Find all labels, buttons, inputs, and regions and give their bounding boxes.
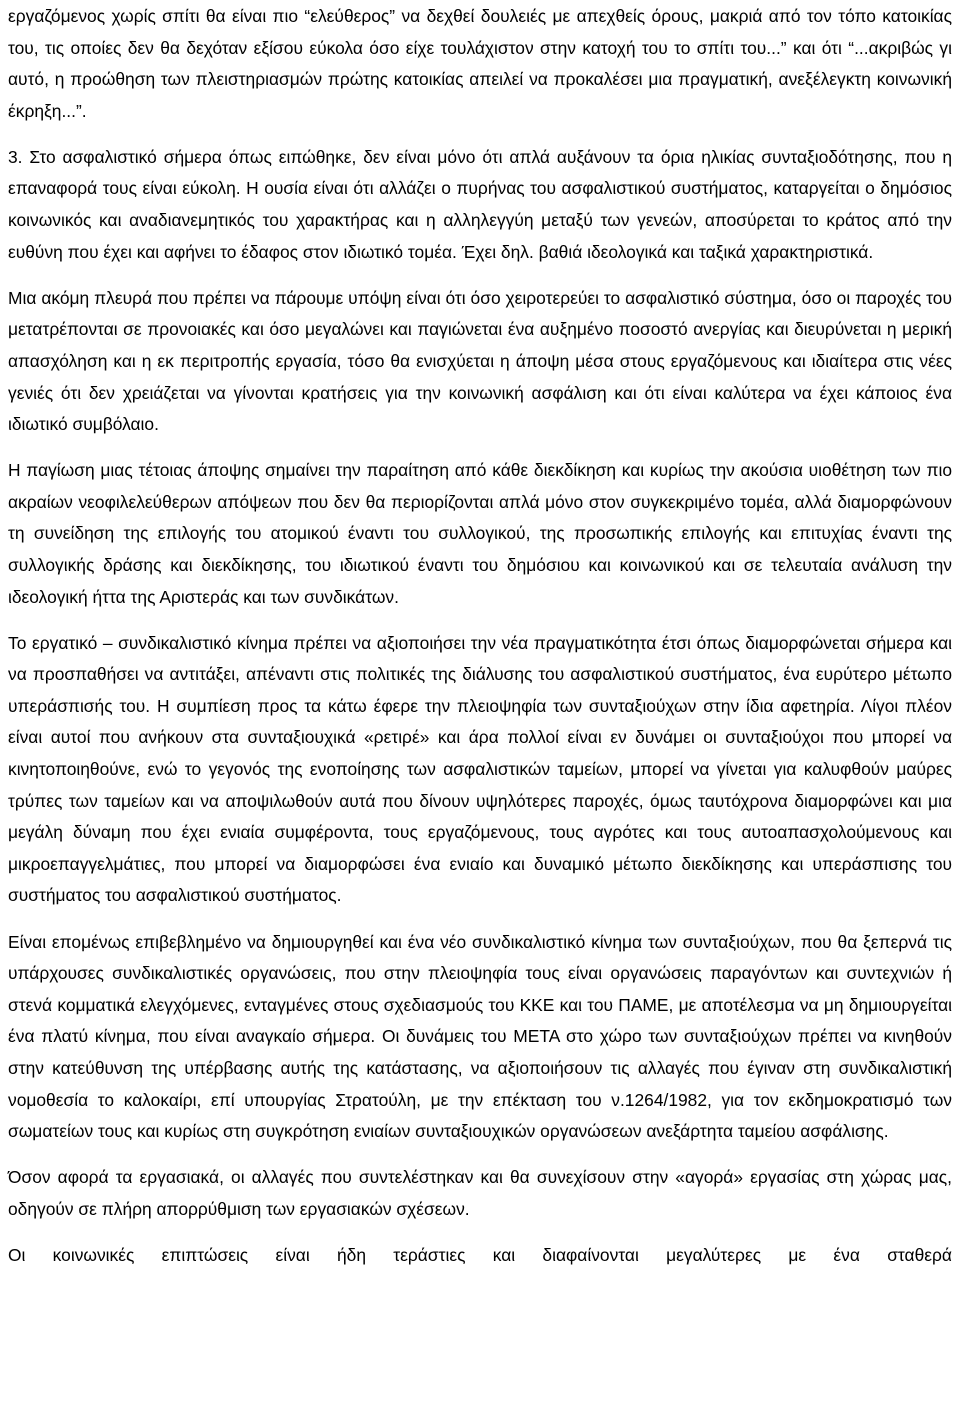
paragraph: Το εργατικό – συνδικαλιστικό κίνημα πρέπει να αξιοποιήσει την νέα πραγματικότητα έτσι όπως διαμορφώνεται σήμερα και να προσπαθήσει να αντιτάξει, απέναντι στις πολιτικές της διάλυσης του ασφαλιστικού συστήματος, ένα ευρύτερο μέτωπο υπεράσπισής του. Η συμπίεση προς τα κάτω έφερε την πλειοψηφία των συνταξιούχων στην ίδια αφετηρία. Λίγοι πλέον είναι αυτοί που ανήκουν στα συνταξιουχικά «ρετιρέ» και άρα πολλοί είναι εν δυνάμει οι συνταξιούχοι που μπορεί να κινητοποιηθούνε, ενώ το γεγονός της ενοποίησης των ασφαλιστικών ταμείων, μπορεί να γίνεται για καλυφθούν μαύρες τρύπες των ταμείων και να αποψιλωθούν αυτά που δίνουν υψηλότερες παροχές, όμως ταυτόχρονα διαμορφώνει και μια μεγάλη δύναμη που έχει ενιαία συμφέροντα, τους εργαζόμενους, τους αγρότες και τους αυτοαπασχολούμενους και μικροεπαγγελμάτιες, που μπορεί να διαμορφώσει ένα ενιαίο και δυναμικό μέτωπο διεκδίκησης και υπεράσπισης του συστήματος του ασφαλιστικού συστήματος. xyxy=(8,632,952,906)
paragraph: Η παγίωση μιας τέτοιας άποψης σημαίνει την παραίτηση από κάθε διεκδίκηση και κυρίως την ακούσια υιοθέτηση των πιο ακραίων νεοφιλελεύθερων απόψεων που δεν θα περιορίζονται απλά μόνο στον συγκεκριμένο τομέα, αλλά διαμορφώνουν τη συνείδηση της επιλογής του ατομικού έναντι του συλλογικού, της προσωπικής επιλογής και επιτυχίας έναντι της συλλογικής δράσης και διεκδίκησης, του ιδιωτικού έναντι του δημόσιου και κοινωνικού και σε τελευταία ανάλυση την ιδεολογική ήττα της Αριστεράς και των συνδικάτων. xyxy=(8,460,952,607)
paragraph: εργαζόμενος χωρίς σπίτι θα είναι πιο “ελεύθερος” να δεχθεί δουλειές με απεχθείς όρους, μακριά από τον τόπο κατοικίας του, τις οποίες δεν θα δεχόταν εξίσου εύκολα όσο είχε τουλάχιστον στην κατοχή του το σπίτι του...” και ότι “...ακριβώς γι αυτό, η προώθηση των πλειστηριασμών πρώτης κατοικίας απειλεί να προκαλέσει μια πραγματική, ανεξέλεγκτη κοινωνική έκρηξη...”. xyxy=(8,6,952,121)
paragraph: Οι κοινωνικές επιπτώσεις είναι ήδη τεράστιες και διαφαίνονται μεγαλύτερες με ένα σταθερά xyxy=(8,1244,952,1265)
paragraph: Είναι επομένως επιβεβλημένο να δημιουργηθεί και ένα νέο συνδικαλιστικό κίνημα των συνταξιούχων, που θα ξεπερνά τις υπάρχουσες συνδικαλιστικές οργανώσεις, που στην πλειοψηφία τους είναι οργανώσεις παραγόντων και συντεχνιών ή στενά κομματικά ελεγχόμενες, ενταγμένες στους σχεδιασμούς του ΚΚΕ και του ΠΑΜΕ, με αποτέλεσμα να μη δημιουργείται ένα πλατύ κίνημα, που είναι αναγκαίο σήμερα. Οι δυνάμεις του ΜΕΤΑ στο χώρο των συνταξιούχων πρέπει να κινηθούν στην κατεύθυνση της υπέρβασης αυτής της κατάστασης, να αξιοποιήσουν τις αλλαγές που έγιναν στη συνδικαλιστική νομοθεσία το καλοκαίρι, επί υπουργίας Στρατούλη, με την επέκταση του ν.1264/1982, για τον εκδημοκρατισμό των σωματείων τους και κυρίως στη συγκρότηση ενιαίων συνταξιουχικών οργανώσεων ανεξάρτητα ταμείου ασφάλισης. xyxy=(8,931,952,1142)
paragraph: 3. Στο ασφαλιστικό σήμερα όπως ειπώθηκε, δεν είναι μόνο ότι απλά αυξάνουν τα όρια ηλικίας συνταξιοδότησης, που η επαναφορά τους είναι εύκολη. Η ουσία είναι ότι αλλάζει ο πυρήνας του ασφαλιστικού συστήματος, καταργείται ο δημόσιος κοινωνικός και αναδιανεμητικός του χαρακτήρας και η αλληλεγγύη μεταξύ των γενεών, αποσύρεται το κράτος από την ευθύνη που έχει και αφήνει το έδαφος στον ιδιωτικό τομέα. Έχει δηλ. βαθιά ιδεολογικά και ταξικά χαρακτηριστικά. xyxy=(8,146,952,262)
paragraph: Μια ακόμη πλευρά που πρέπει να πάρουμε υπόψη είναι ότι όσο χειροτερεύει το ασφαλιστικό σύστημα, όσο οι παροχές του μετατρέπονται σε προνοιακές και όσο μεγαλώνει και παγιώνεται ένα αυξημένο ποσοστό ανεργίας και διευρύνεται η μερική απασχόληση και η εκ περιτροπής εργασία, τόσο θα ενισχύεται η άποψη μέσα στους εργαζόμενους και ιδιαίτερα στις νέες γενιές ότι δεν χρειάζεται να γίνονται κρατήσεις για την κοινωνική ασφάλιση και ότι είναι καλύτερα να έχει κάποιος ένα ιδιωτικό συμβόλαιο. xyxy=(8,287,952,435)
paragraph: Όσον αφορά τα εργασιακά, οι αλλαγές που συντελέστηκαν και θα συνεχίσουν στην «αγορά» εργασίας στη χώρας μας, οδηγούν σε πλήρη απορρύθμιση των εργασιακών σχέσεων. xyxy=(8,1167,952,1219)
document-page xyxy=(8,1,952,1271)
